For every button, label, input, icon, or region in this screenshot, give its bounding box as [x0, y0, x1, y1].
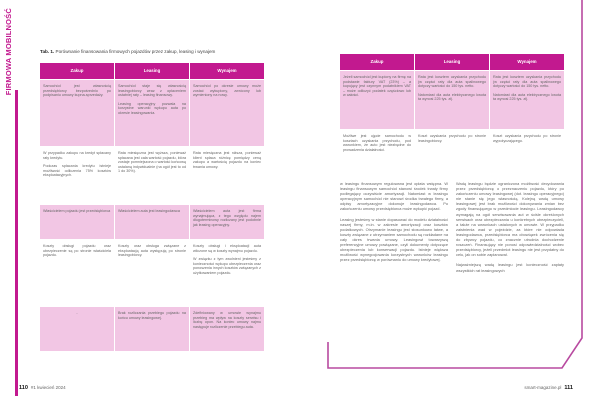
table-cell: Możliwe jest ujęcie samochodu w kosztach uzyskania przychodu, pod warunkiem, że auto jest niezbędne do prowadzenia działalności.: [343, 134, 411, 152]
table-cell: Rata miesięczna jest niższa, ponieważ klient spłaca różnicę pomiędzy ceną zakupu a wartością pojazdu na koniec trwania umowy.: [193, 151, 261, 169]
footer-right: [524, 385, 576, 391]
accent-bar: [15, 90, 18, 396]
table-cell: Rata jest kosztem uzyskania przychodu (w części raty dla auta spalinowego dotyczy wartości do 150 tys. netto. Natomiast dla auta elektrycznego kwota ta wynosi 225 tys. zł).: [490, 71, 564, 129]
page-number: 110: [19, 385, 28, 391]
table-cell: -: [40, 307, 114, 351]
table-caption: Tab. 1. Porównanie finansowania firmowych pojazdów przez zakup, leasing i wynajem: [40, 49, 216, 54]
column-header: Leasing: [115, 63, 189, 79]
table-row: [40, 307, 264, 351]
table-cell: Zdefiniowany w umowie wynajmu przebieg ma wpływ na koszty serwisu i liczbę opon. Na koniec umowy najmu następuje rozliczenie przebiegu auta.: [190, 307, 264, 351]
section-title: FIRMOWA MOBILNOŚĆ: [4, 8, 13, 96]
table-cell: Koszty obsługi pojazdu oraz ubezpieczenie są po stronie właściciela pojazdu.: [43, 244, 111, 258]
table-row: [340, 71, 564, 129]
table-row: [40, 205, 264, 239]
column-header: Wynajem: [190, 63, 264, 79]
column-header: Zakup: [40, 63, 114, 79]
paragraph: Leasing jesteśmy w stanie dopasować do modelu działalności naszej firmy, m.in. w zakresie amortyzacji oraz kosztów podatkowych. Otrzymanie leasingu jest stosunkowo łatwe, a koszty związane z utrzymaniem samochodu są rozkładane na cały okres trwania umowy. Leasingowi towarzyszą preferencyjne umowy powiązane, czyli dokumenty dotyczące ubezpieczenia lub konserwacji pojazdu. Istnieje większa możliwość wynegocjowania korzystnych warunków leasingu przez przedsiębiorcę w porównaniu do umowy kredytowej.: [340, 216, 448, 263]
footer-left: [16, 385, 66, 391]
table-row: [40, 80, 264, 146]
issue-label: #1 kwiecień 2024: [30, 385, 66, 390]
comparison-table: [39, 62, 265, 352]
table-cell: Brak rozliczania przebiegu pojazdu na końcu umowy leasingowej.: [115, 307, 189, 351]
page-number: 111: [564, 385, 573, 391]
comparison-table-continued: [339, 53, 565, 173]
table-cell: Jeżeli samochód jest kupiony na firmę na podstawie faktury VAT (23%) – a kupujący jest czynnym podatnikiem VAT – może odliczyć podatek częściowo lub w całości.: [340, 71, 414, 129]
table-cell: Rata jest kosztem uzyskania przychodu (w części raty dla auta spalinowego dotyczy wartości do 150 tys. netto. Natomiast dla auta elektrycznego kwota ta wynosi 225 tys. zł).: [415, 71, 489, 129]
table-cell: Rata miesięczna jest wyższa, ponieważ spłacana jest cała wartość pojazdu, która zostaje pomniejszona o wartość końcową ustalaną indywidualnie (na ogół jest to od 1 do 30%).: [118, 151, 186, 174]
paragraph: Wadą leasingu będzie ograniczona możliwość decydowania przez przedsiębiorcę o przeznaczeniu pojazdu, który po zakończeniu umowy leasingowej (dot. leasingu operacyjnego) nie stanie się jego własnością. Kolejną wadą umowy leasingowej jest brak możliwości dokonywania zmian bez zgody finansującego w przedmiocie leasingu. Leasingodawcy wymagają na ogół serwisowania aut w ściśle określonych serwisach oraz ubezpieczania u konkretnych ubezpieczycieli, a także na warunkach ustalonych w umowie. W przypadku zaistnienia wad w pojeździe, za które nie odpowiada leasingodawca, przedsiębiorca ma obowiązek zwrócenia się do zbywcy pojazdu, co znacznie utrudnia dochodzenie roszczeń. Finansujący nie ponosi odpowiedzialności wobec przedsiębiorcy, jeżeli przedmiot leasingu nie jest przydatny do celu, jak on sobie zaplanował.: [456, 181, 564, 258]
right-page: [300, 0, 600, 402]
table-cell: Samochód staje się własnością leasingobiorcy wraz z opłaceniem ostatniej raty – leasing finansowy. Leasing operacyjny pozwala na korzystne warunki wykupu auta po okresie leasingowania.: [115, 80, 189, 146]
table-cell: Właścicielem auta jest firma wynajmująca, z tego względu najem długoterminowy rozliczany jest podobnie jak leasing operacyjny.: [190, 205, 264, 239]
article-column-1: [340, 181, 448, 262]
table-cell: Koszt uzyskania przychodu po stronie wypożyczającego.: [493, 134, 561, 143]
table-header: [340, 54, 564, 70]
table-cell: Koszty obsługi i eksploatacji auta wliczone są w koszty wynajmu pojazdu. W związku z tym zwolnieni jesteśmy z konieczności wykupu ubezpieczenia oraz ponoszenia innych kosztów związanych z użytkowaniem pojazdu.: [193, 244, 261, 275]
table-cell: Samochód jest własnością przedsiębiorcy bezpośrednio po podpisaniu umowy kupna-sprzedaży.: [40, 80, 114, 146]
table-row: [40, 147, 264, 204]
website: smart-magazine.pl: [524, 385, 562, 390]
paragraph: w leasingu finansowym regulowana jest opłata wstępna. W leasingu finansowym samochód stanowi środek trwały firmy podlegający oczywiście amortyzacji. Natomiast w leasingu operacyjnym samochód nie stanowi środka trwałego firmy, a odpisy amortyzacyjne dokonuje leasingodawca. Po zakończeniu umowy przedsiębiorca może wykupić pojazd.: [340, 181, 448, 212]
column-header: Leasing: [415, 54, 489, 70]
table-cell: Właścicielem auta jest leasingodawca: [115, 205, 189, 239]
column-header: Wynajem: [490, 54, 564, 70]
table-cell: Koszty oraz obsługa związane z eksploatacją auta występują po stronie leasingobiorcy.: [118, 244, 186, 258]
table-header: [40, 63, 264, 79]
table-row: [40, 240, 264, 306]
table-cell: W przypadku zakupu na kredyt spłacany raty kredytu. Podczas spłacania kredytu istnieje możliwość odliczenia 75% kosztów eksploatacyjnych.: [43, 151, 111, 178]
table-cell: Samochód po okresie umowy może zostać wykupiony, zwrócony lub wymieniony na nowy.: [190, 80, 264, 146]
paragraph: Najważniejszą wadą leasingu jest konieczność zapłaty wszystkich rat leasingowych: [456, 262, 564, 273]
table-row: [340, 130, 564, 172]
article-column-2: [456, 181, 564, 273]
table-cell: Właścicielem pojazdu jest przedsiębiorca: [40, 205, 114, 239]
table-cell: Koszt uzyskania przychodu po stronie leasingobiorcy.: [418, 134, 486, 143]
column-header: Zakup: [340, 54, 414, 70]
